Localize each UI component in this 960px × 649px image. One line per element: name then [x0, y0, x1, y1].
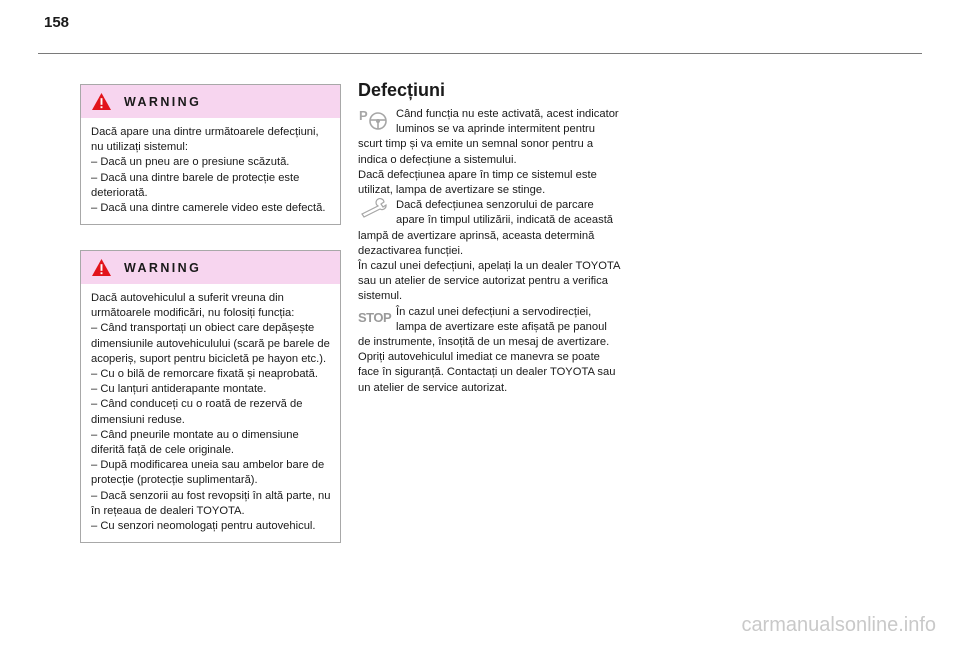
warning-header — [81, 251, 340, 284]
warning-box-modifications — [80, 250, 341, 543]
stop-warning-icon: STOP — [358, 309, 392, 325]
wrench-service-icon — [358, 198, 392, 218]
fault-paragraph-2: Dacă defecțiunea senzorului de parcare apare în timpul utilizării, indicată de această lampă de avertizare aprinsă, aceasta determină dezactivarea funcției. În cazul unei defecțiuni, apelați la un dealer TOYOTA sau un atelier de service autorizat pentru a verifica sistemul. — [358, 199, 620, 303]
warning-title: WARNING — [124, 94, 202, 109]
fault-paragraph-1: Când funcția nu este activată, acest indicator luminos se va aprinde intermitent pentru scurt timp și va emite un semnal sonor pentru a indica o defecțiune a sistemului. Dacă defecțiunea apare în timp ce sistemul este utilizat, lampa de avertizare se stinge. — [358, 108, 619, 197]
warning-triangle-icon — [91, 92, 112, 111]
fault-paragraph-3: În cazul unei defecțiuni a servodirecției, lampa de avertizare este afișată pe panoul de instrumente, însoțită de un mesaj de avertizare. Opriți autovehiculul imediat ce manevra se poate face în siguranță. Contactați un dealer TOYOTA sau un atelier de service autorizat. — [358, 305, 616, 394]
warning-header — [81, 85, 340, 118]
warning-text: Dacă autovehiculul a suferit vreuna din următoarele modificări, nu folosiți funcția: – Când transportați un obiect care depășește dimensiunile autovehiculului (scară pe barele de acoperiș, suport pentru bicicletă pe hayon etc.). – Cu o bilă de remorcare fixată și neaprobată. – Cu lanțuri antiderapante montate. – Când conduceți cu o roată de rezervă de dimensiuni reduse. – Când pneurile montate au o dimensiune diferită față de cele originale. – După modificarea uneia sau ambelor bare de protecție (protecție suplimentară). – Dacă senzorii au fost revopsiți în altă parte, nu în rețeaua de dealeri TOYOTA. – Cu senzori neomologați pentru autovehicul. — [91, 292, 331, 533]
watermark: carmanualsonline.info — [741, 614, 936, 636]
page-number: 158 — [44, 14, 70, 31]
top-rule — [38, 53, 922, 54]
section-title: Defecțiuni — [358, 80, 446, 100]
faults-section — [358, 80, 620, 396]
svg-text:P: P — [359, 108, 368, 123]
warning-title: WARNING — [124, 260, 202, 275]
warning-box-sensors — [80, 84, 341, 225]
park-assist-steering-icon — [358, 107, 392, 131]
warning-triangle-icon — [91, 258, 112, 277]
warning-text: Dacă apare una dintre următoarele defecțiuni, nu utilizați sistemul: – Dacă un pneu are o presiune scăzută. – Dacă una dintre barele de protecție este deteriorată. – Dacă una dintre camerele video este defectă. — [91, 126, 326, 215]
